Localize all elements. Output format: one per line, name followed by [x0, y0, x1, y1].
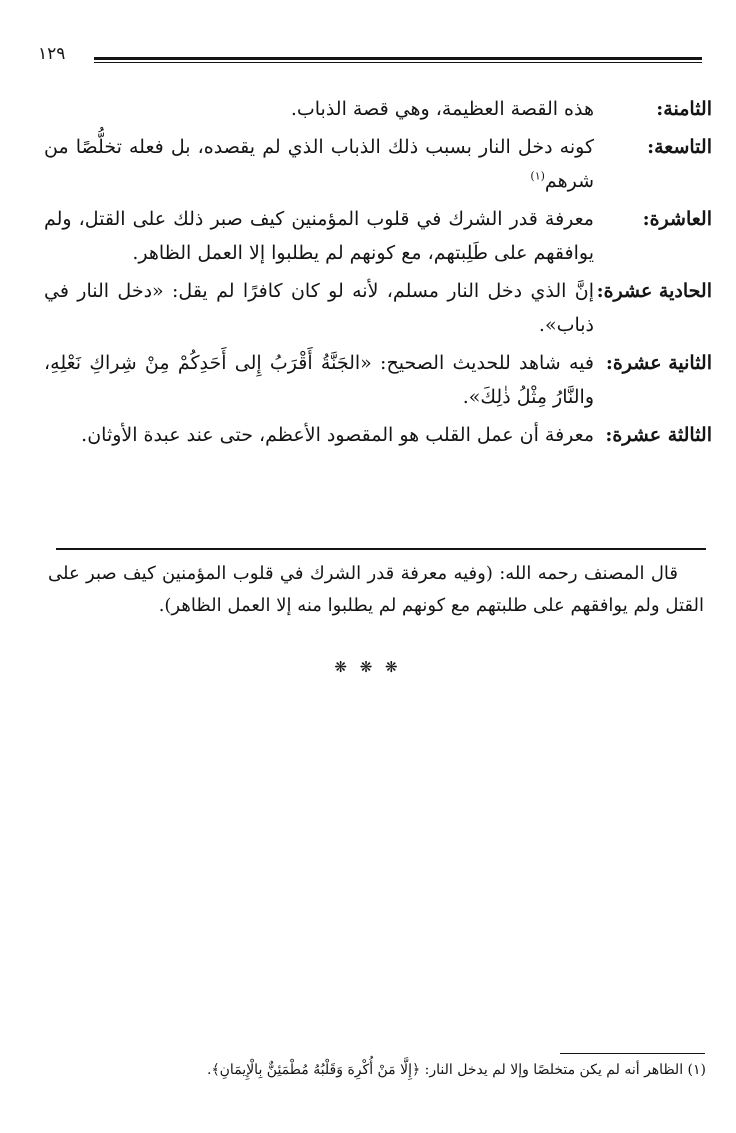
header-rule [94, 57, 702, 60]
lesson-item [40, 92, 712, 126]
lessons-list [40, 92, 712, 456]
commentary-paragraph: قال المصنف رحمه الله: (وفيه معرفة قدر الشرك في قلوب المؤمنين كيف صبر على القتل ولم يوافقهم على طلبتهم مع كونهم لم يطلبوا منه إلا العمل الظاهر). [48, 563, 704, 616]
lesson-item [40, 130, 712, 198]
lesson-item [40, 346, 712, 414]
lesson-item [40, 274, 712, 342]
lesson-label: الثامنة: [656, 98, 712, 120]
lesson-text: إنَّ الذي دخل النار مسلم، لأنه لو كان كافرًا لم يقل: «دخل النار في ذباب». [44, 280, 594, 336]
footnote-divider [560, 1053, 705, 1054]
footnote-text: (١) الظاهر أنه لم يكن متخلصًا وإلا لم يدخل النار: ﴿إِلَّا مَنْ أُكْرِهَ وَقَلْبُهُ مُطْمَئِنٌّ بِالْإِيمَانِ﴾. [207, 1062, 706, 1078]
lesson-text: معرفة قدر الشرك في قلوب المؤمنين كيف صبر ذلك على القتل، ولم يوافقهم على طَلِبتهم، مع كونهم لم يطلبوا إلا العمل الظاهر. [44, 208, 594, 264]
lesson-label: الثالثة عشرة: [605, 424, 712, 446]
page-header [38, 44, 704, 68]
commentary-divider [56, 548, 706, 550]
lesson-label: التاسعة: [647, 136, 712, 158]
lesson-text: معرفة أن عمل القلب هو المقصود الأعظم، حتى عند عبدة الأوثان. [81, 424, 594, 446]
lesson-label: الحادية عشرة: [596, 280, 712, 302]
lesson-item [40, 418, 712, 452]
lesson-text: كونه دخل النار بسبب ذلك الذباب الذي لم يقصده، بل فعله تخلُّصًا من شرهم$^{(١)}$ [44, 136, 594, 192]
footnote-reference[interactable]: (١) [530, 169, 545, 183]
lesson-label: الثانية عشرة: [605, 352, 712, 374]
lesson-text: فيه شاهد للحديث الصحيح: «الجَنَّةُ أَقْرَبُ إِلى أَحَدِكُمْ مِنْ شِراكِ نَعْلِهِ، والنَّارُ مِثْلُ ذٰلِكَ». [44, 352, 594, 408]
section-separator: ❋ ❋ ❋ [334, 658, 402, 676]
header-rule-thin [94, 62, 702, 63]
page-number: ١٢٩ [38, 44, 66, 64]
lesson-label: العاشرة: [642, 208, 712, 230]
lesson-item [40, 202, 712, 270]
lesson-text: هذه القصة العظيمة، وهي قصة الذباب. [290, 98, 594, 120]
